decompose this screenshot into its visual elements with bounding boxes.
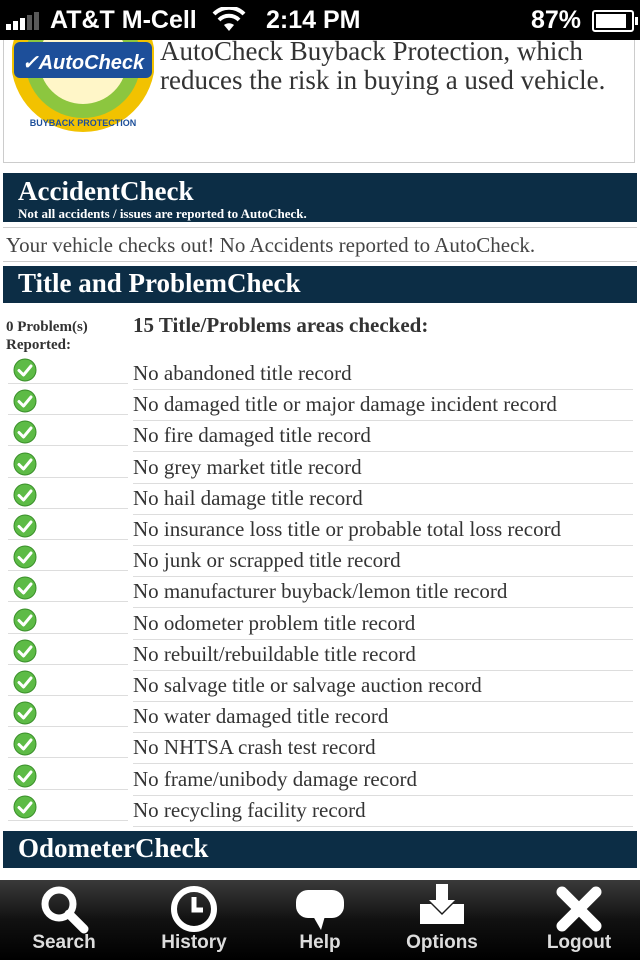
divider — [133, 451, 633, 452]
divider — [133, 795, 633, 796]
status-bar — [0, 0, 640, 40]
title-check-item — [0, 735, 640, 766]
divider — [133, 763, 633, 764]
divider — [8, 664, 128, 665]
svg-text:BUYBACK PROTECTION: BUYBACK PROTECTION — [29, 118, 137, 128]
clock-icon — [169, 884, 219, 934]
divider — [133, 670, 633, 671]
title-check-item — [0, 579, 640, 610]
tab-help[interactable] — [256, 880, 384, 960]
divider — [133, 576, 633, 577]
green-check-icon — [13, 701, 37, 725]
title-check-item-text: No odometer problem title record — [133, 611, 416, 635]
tab-logout-label: Logout — [546, 932, 612, 953]
divider — [133, 607, 633, 608]
green-check-icon — [13, 608, 37, 632]
title-check-item-text: No recycling facility record — [133, 798, 366, 822]
title-check-item — [0, 548, 640, 579]
green-check-icon — [13, 483, 37, 507]
battery-icon — [592, 10, 634, 32]
title-check-item-text: No grey market title record — [133, 455, 362, 479]
divider — [133, 826, 633, 827]
title-check-item-text: No water damaged title record — [133, 704, 389, 728]
green-check-icon — [13, 639, 37, 663]
autocheck-buyback-badge — [12, 40, 154, 138]
green-check-icon — [13, 389, 37, 413]
buyback-promo — [3, 36, 635, 163]
title-check-item — [0, 704, 640, 735]
tab-logout[interactable] — [515, 880, 640, 960]
title-check-item-text: No hail damage title record — [133, 486, 363, 510]
tab-options[interactable] — [378, 880, 506, 960]
divider — [8, 789, 128, 790]
tab-bar — [0, 880, 640, 960]
divider — [133, 514, 633, 515]
divider — [133, 389, 633, 390]
odometer-check-header — [3, 831, 637, 868]
green-check-icon — [13, 514, 37, 538]
svg-text:✓AutoCheck: ✓AutoCheck — [21, 52, 145, 74]
accident-check-subtitle: Not all accidents / issues are reported to AutoCheck. — [18, 206, 307, 221]
green-check-icon — [13, 732, 37, 756]
divider — [3, 227, 637, 228]
tab-options-label: Options — [406, 932, 478, 953]
title-check-item-text: No junk or scrapped title record — [133, 548, 401, 572]
battery-percent: 87% — [531, 6, 582, 34]
promo-text: AutoCheck Buyback Protection, which reduces the risk in buying a used vehicle. — [160, 36, 606, 95]
title-check-item — [0, 361, 640, 392]
green-check-icon — [13, 795, 37, 819]
accident-check-header — [3, 173, 637, 222]
areas-checked-title: 15 Title/Problems areas checked: — [133, 313, 429, 337]
green-check-icon — [13, 670, 37, 694]
title-check-item — [0, 517, 640, 548]
odometer-check-title: OdometerCheck — [18, 833, 209, 863]
download-tray-icon — [417, 884, 467, 934]
tab-help-label: Help — [299, 932, 341, 953]
green-check-icon — [13, 452, 37, 476]
title-check-item — [0, 486, 640, 517]
divider — [8, 539, 128, 540]
title-check-item-text: No NHTSA crash test record — [133, 735, 376, 759]
divider — [8, 414, 128, 415]
title-check-item-text: No abandoned title record — [133, 361, 352, 385]
wifi-icon — [212, 7, 246, 33]
green-check-icon — [13, 764, 37, 788]
divider — [133, 639, 633, 640]
green-check-icon — [13, 545, 37, 569]
title-check-item-text: No frame/unibody damage record — [133, 767, 417, 791]
divider — [8, 757, 128, 758]
title-problem-check-header — [3, 266, 637, 303]
title-check-item-text: No manufacturer buyback/lemon title record — [133, 579, 508, 603]
tab-search-label: Search — [32, 932, 96, 953]
title-check-item-text: No insurance loss title or probable total loss record — [133, 517, 562, 541]
tab-search[interactable] — [0, 880, 128, 960]
tab-history-label: History — [161, 932, 227, 953]
title-check-item-text: No rebuilt/rebuildable title record — [133, 642, 416, 666]
status-time: 2:14 PM — [266, 6, 361, 34]
title-check-item-text: No damaged title or major damage incident record — [133, 392, 557, 416]
title-check-item — [0, 423, 640, 454]
divider — [8, 601, 128, 602]
divider — [133, 701, 633, 702]
tab-history[interactable] — [130, 880, 258, 960]
divider — [8, 383, 128, 384]
divider — [3, 261, 637, 262]
title-check-item — [0, 642, 640, 673]
close-x-icon — [554, 884, 604, 934]
title-check-item — [0, 767, 640, 798]
carrier-name: AT&T M-Cell — [50, 6, 197, 34]
divider — [8, 508, 128, 509]
title-check-item — [0, 611, 640, 642]
green-check-icon — [13, 576, 37, 600]
search-icon — [39, 884, 89, 934]
divider — [8, 445, 128, 446]
problems-reported-count: 0 Problem(s) Reported: — [6, 319, 88, 353]
divider — [133, 732, 633, 733]
divider — [8, 477, 128, 478]
signal-bars-icon — [6, 12, 41, 30]
title-check-item — [0, 455, 640, 486]
title-check-item — [0, 673, 640, 704]
green-check-icon — [13, 358, 37, 382]
title-problem-check-title: Title and ProblemCheck — [18, 268, 301, 298]
divider — [8, 570, 128, 571]
divider — [133, 545, 633, 546]
divider — [8, 726, 128, 727]
title-check-item — [0, 392, 640, 423]
accident-check-message: Your vehicle checks out! No Accidents reported to AutoCheck. — [6, 233, 536, 257]
title-check-item-text: No fire damaged title record — [133, 423, 371, 447]
divider — [133, 483, 633, 484]
accident-check-title: AccidentCheck — [18, 176, 194, 206]
divider — [8, 633, 128, 634]
title-check-item-text: No salvage title or salvage auction record — [133, 673, 482, 697]
divider — [8, 695, 128, 696]
speech-bubble-icon — [295, 884, 345, 934]
green-check-icon — [13, 420, 37, 444]
divider — [133, 420, 633, 421]
divider — [8, 820, 128, 821]
title-check-item — [0, 798, 640, 829]
